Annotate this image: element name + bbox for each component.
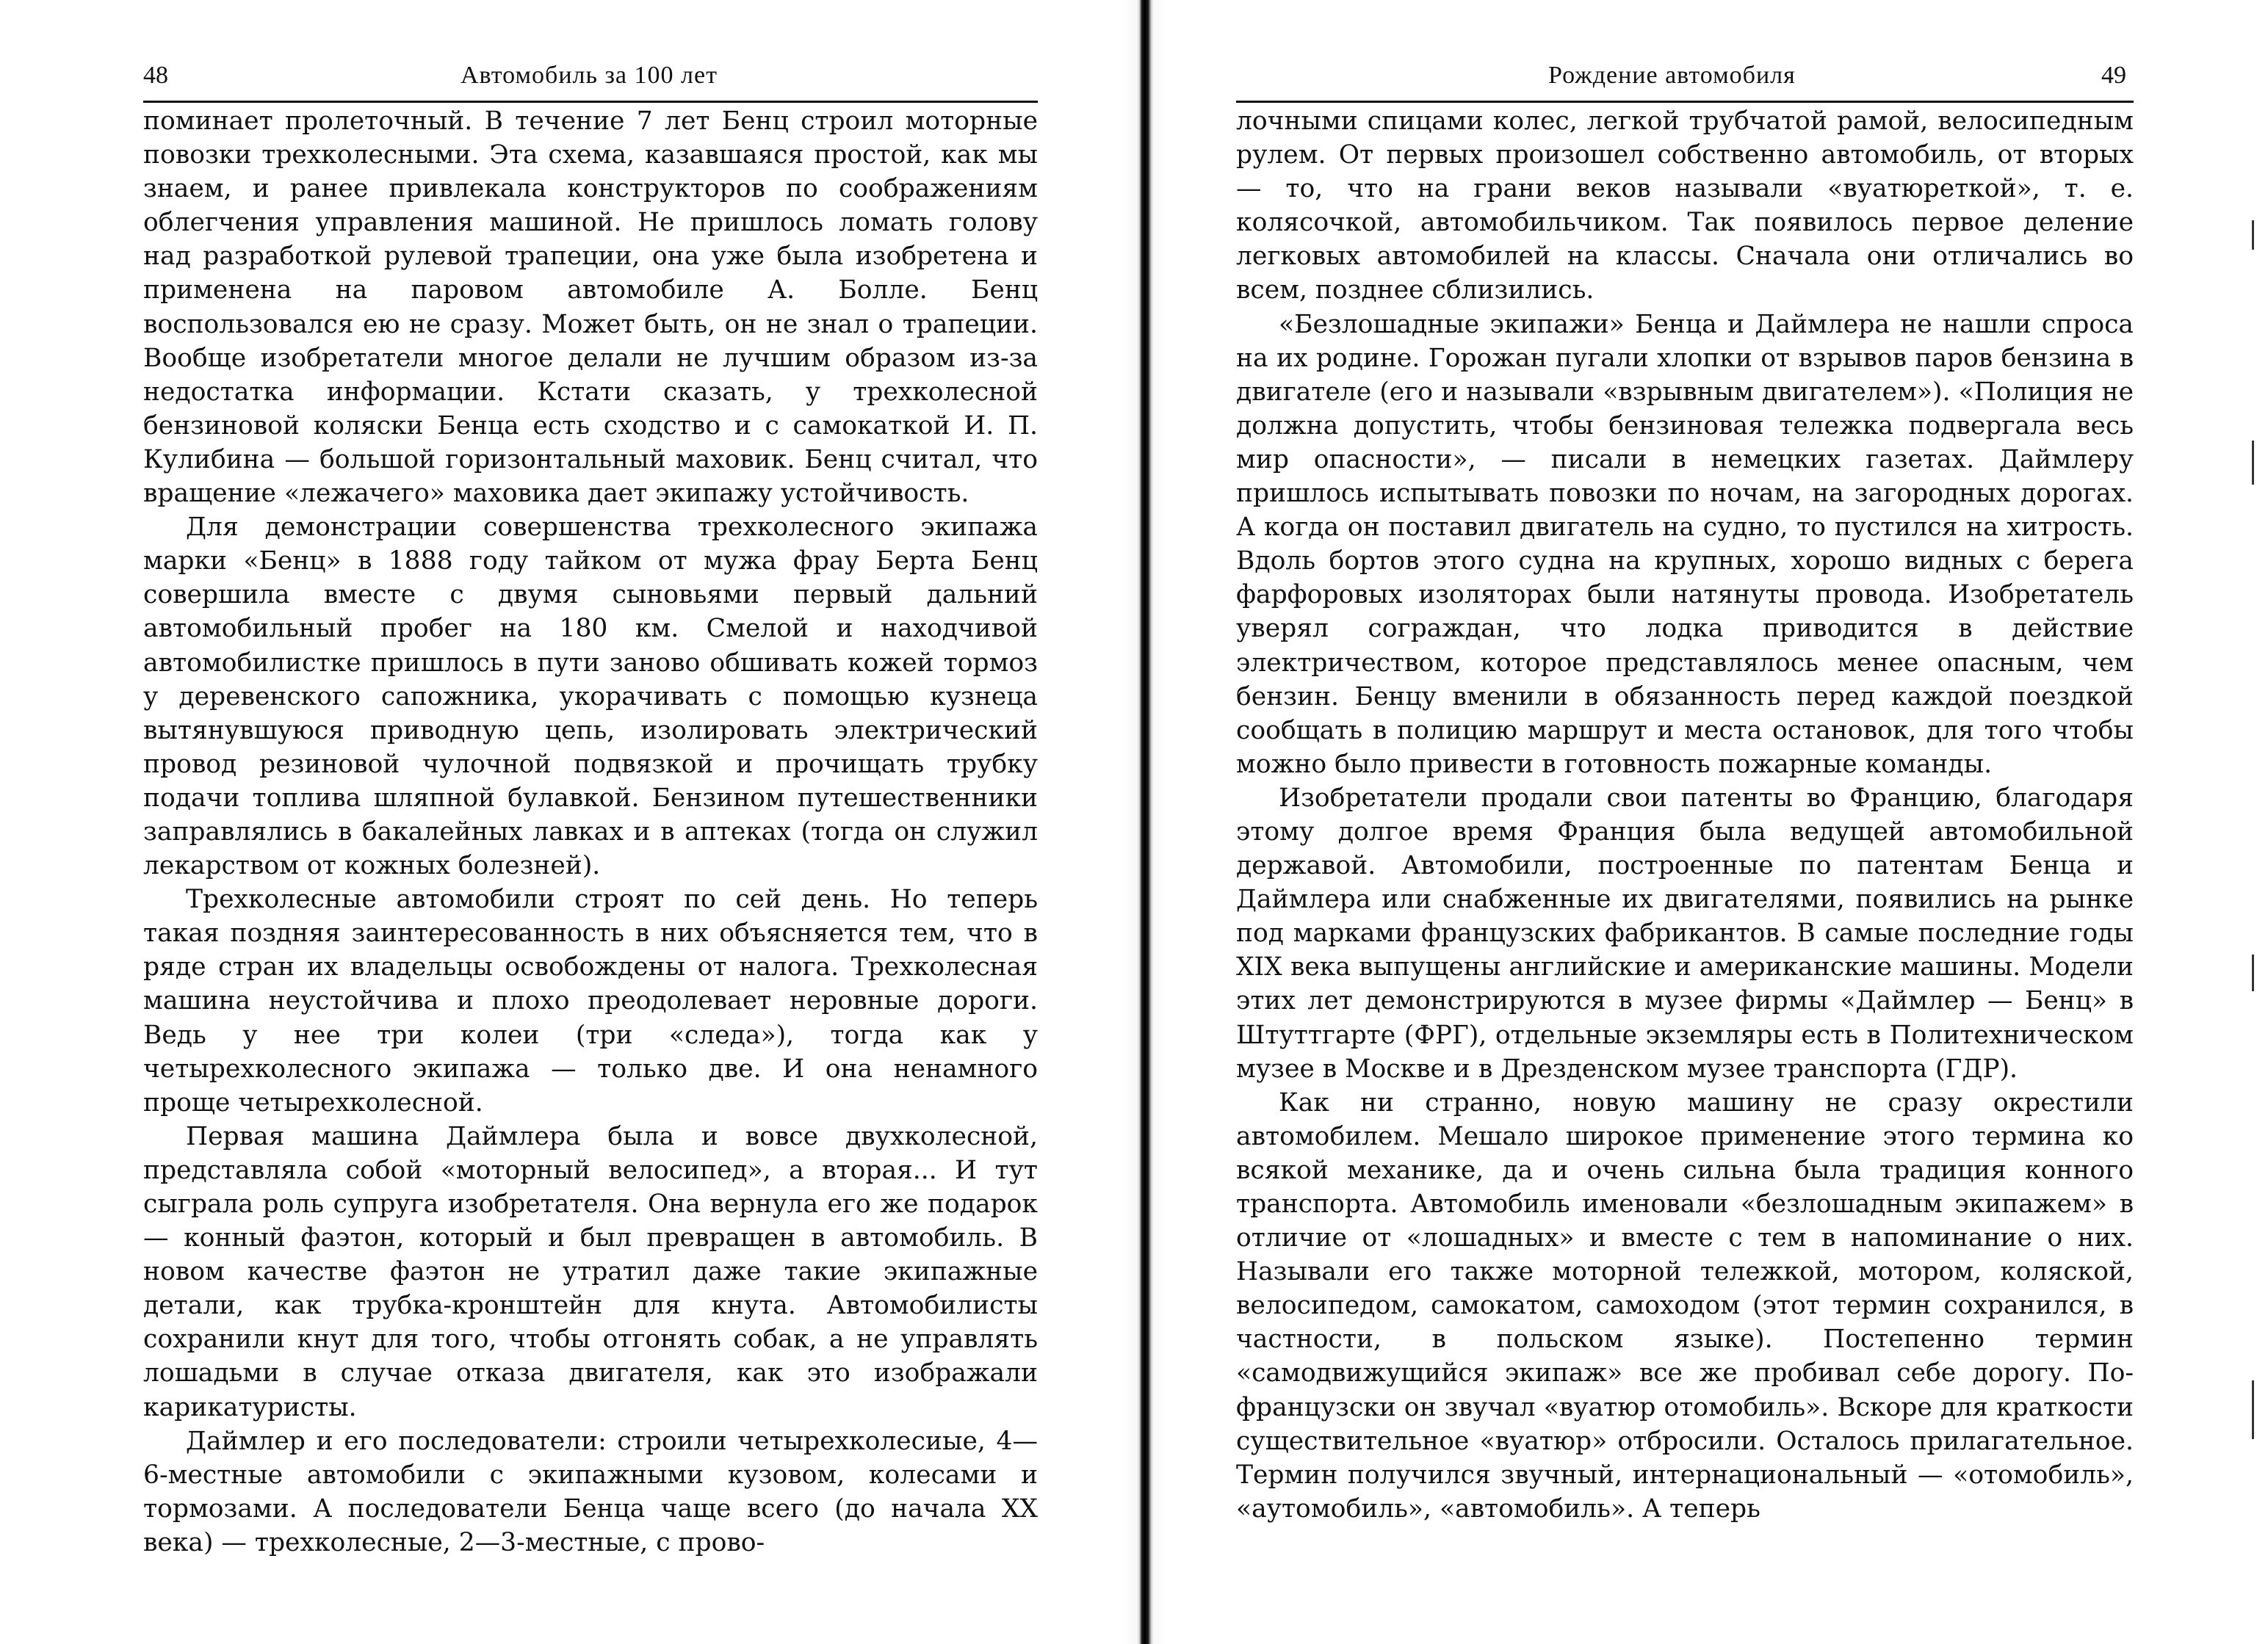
book-gutter <box>1136 0 1154 1644</box>
right-running-head <box>1236 57 2134 94</box>
paragraph: поминает пролеточный. В течение 7 лет Бенц строил моторные повозки трехколесными. Эта схема, казавшаяся простой, как мы знаем, и ранее привлекала конструкторов по соображениям облегчения управления машиной. Не пришлось ломать голову над разработкой рулевой трапеции, она уже была изобретена и применена на паровом автомобиле А. Болле. Бенц воспользовался ею не сразу. Может быть, он не знал о трапеции. Вообще изобретатели многое делали не лучшим образом из-за недостатка информации. Кстати сказать, у трехколесной бензиновой коляски Бенца есть сходство и с самокаткой И. П. Кулибина — большой горизонтальный маховик. Бенц считал, что вращение «лежачего» маховика дает экипажу устойчивость. <box>143 106 1038 509</box>
scan-edge-mark <box>2252 1380 2254 1439</box>
right-page-number: 49 <box>2101 62 2126 89</box>
right-header-rule <box>1236 101 2134 103</box>
paragraph: Первая машина Даймлера была и вовсе двухколесной, представляла собой «моторный велосипед», а вторая... И тут сыграла роль супруга изобретателя. Она вернула его же подарок — конный фаэтон, который и был превращен в автомобиль. В новом качестве фаэтон не утратил даже такие экипажные детали, как трубка-кронштейн для кнута. Автомобилисты сохранили кнут для того, чтобы отгонять собак, а не управлять лошадьми в случае отказа двигателя, как это изображали карикатуристы. <box>143 1121 1038 1422</box>
right-running-title: Рождение автомобиля <box>1548 62 1796 89</box>
right-body-text <box>1236 104 2134 1526</box>
scan-edge-mark <box>2252 220 2254 250</box>
scan-edge-mark <box>2252 955 2254 991</box>
scan-edge-mark <box>2252 441 2254 485</box>
right-page <box>1236 0 2134 1644</box>
left-body-text <box>143 104 1038 1560</box>
paragraph: лочными спицами колес, легкой трубчатой рамой, велосипедным рулем. От первых произошел собственно автомобиль, от вторых — то, что на грани веков называли «вуатюреткой», т. е. колясочкой, автомобильчиком. Так появилось первое деление легковых автомобилей на классы. Сначала они отличались во всем, позднее сблизились. <box>1236 106 2134 305</box>
left-page <box>143 0 1038 1644</box>
paragraph: Изобретатели продали свои патенты во Францию, благодаря этому долгое время Франция была ведущей автомобильной державой. Автомобили, построенные по патентам Бенца и Даймлера или снабженные их двигателями, появились на рынке под марками французских фабрикантов. В самые последние годы XIX века выпущены английские и американские машины. Модели этих лет демонстрируются в музее фирмы «Даймлер — Бенц» в Штуттгарте (ФРГ), отдельные экземляры есть в Политехническом музее в Москве и в Дрезденском музее транспорта (ГДР). <box>1236 783 2134 1084</box>
paragraph: «Безлошадные экипажи» Бенца и Даймлера не нашли спроса на их родине. Горожан пугали хлопки от взрывов паров бензина в двигателе (его и называли «взрывным двигателем»). «Полиция не должна допустить, чтобы бензиновая тележка подвергала весь мир опасности», — писали в немецких газетах. Даймлеру пришлось испытывать повозки по ночам, на загородных дорогах. А когда он поставил двигатель на судно, то пустился на хитрость. Вдоль бортов этого судна на крупных, хорошо видных с берега фарфоровых изоляторах были натянуты провода. Изобретатель уверял сограждан, что лодка приводится в действие электричеством, которое представлялось менее опасным, чем бензин. Бенцу вменили в обязанность перед каждой поездкой сообщать в полицию маршрут и места остановок, для того чтобы можно было привести в готовность пожарные команды. <box>1236 309 2134 779</box>
paragraph: Как ни странно, новую машину не сразу окрестили автомобилем. Мешало широкое применение этого термина ко всякой механике, да и очень сильна была традиция конного транспорта. Автомобиль именовали «безлошадным экипажем» в отличие от «лошадных» и вместе с тем в напоминание о них. Называли его также моторной тележкой, мотором, коляской, велосипедом, самокатом, самоходом (этот термин сохранился, в частности, в польском языке). Постепенно термин «самодвижущийся экипаж» все же пробивал себе дорогу. По-французски он звучал «вуатюр отомобиль». Вскоре для краткости существительное «вуатюр» отбросили. Осталось прилагательное. Термин получился звучный, интернациональный — «отомобиль», «аутомобиль», «автомобиль». А теперь <box>1236 1087 2134 1524</box>
paragraph: Трехколесные автомобили строят по сей день. Но теперь такая поздняя заинтересованность в них объясняется тем, что в ряде стран их владельцы освобождены от налога. Трехколесная машина неустойчива и плохо преодолевает неровные дороги. Ведь у нее три колеи (три «следа»), тогда как у четырехколесного экипажа — только две. И она ненамного проще четырехколесной. <box>143 885 1038 1118</box>
left-running-head <box>143 57 1038 94</box>
paragraph: Для демонстрации совершенства трехколесного экипажа марки «Бенц» в 1888 году тайком от мужа фрау Берта Бенц совершила вместе с двумя сыновьями первый дальний автомобильный пробег на 180 км. Смелой и находчивой автомобилистке пришлось в пути заново обшивать кожей тормоз у деревенского сапожника, укорачивать с помощью кузнеца вытянувшуюся приводную цепь, изолировать электрический провод резиновой чулочной подвязкой и прочищать трубку подачи топлива шляпной булавкой. Бензином путешественники заправлялись в бакалейных лавках и в аптеках (тогда он служил лекарством от кожных болезней). <box>143 513 1038 881</box>
left-header-rule <box>143 101 1038 103</box>
left-running-title: Автомобиль за 100 лет <box>461 62 718 89</box>
left-page-number: 48 <box>143 62 168 89</box>
paragraph: Даймлер и его последователи: строили четырехколесиые, 4—6-местные автомобили с экипажными кузовом, колесами и тормозами. А последователи Бенца чаще всего (до начала XX века) — трехколесные, 2—3-местные, с прово- <box>143 1426 1038 1557</box>
